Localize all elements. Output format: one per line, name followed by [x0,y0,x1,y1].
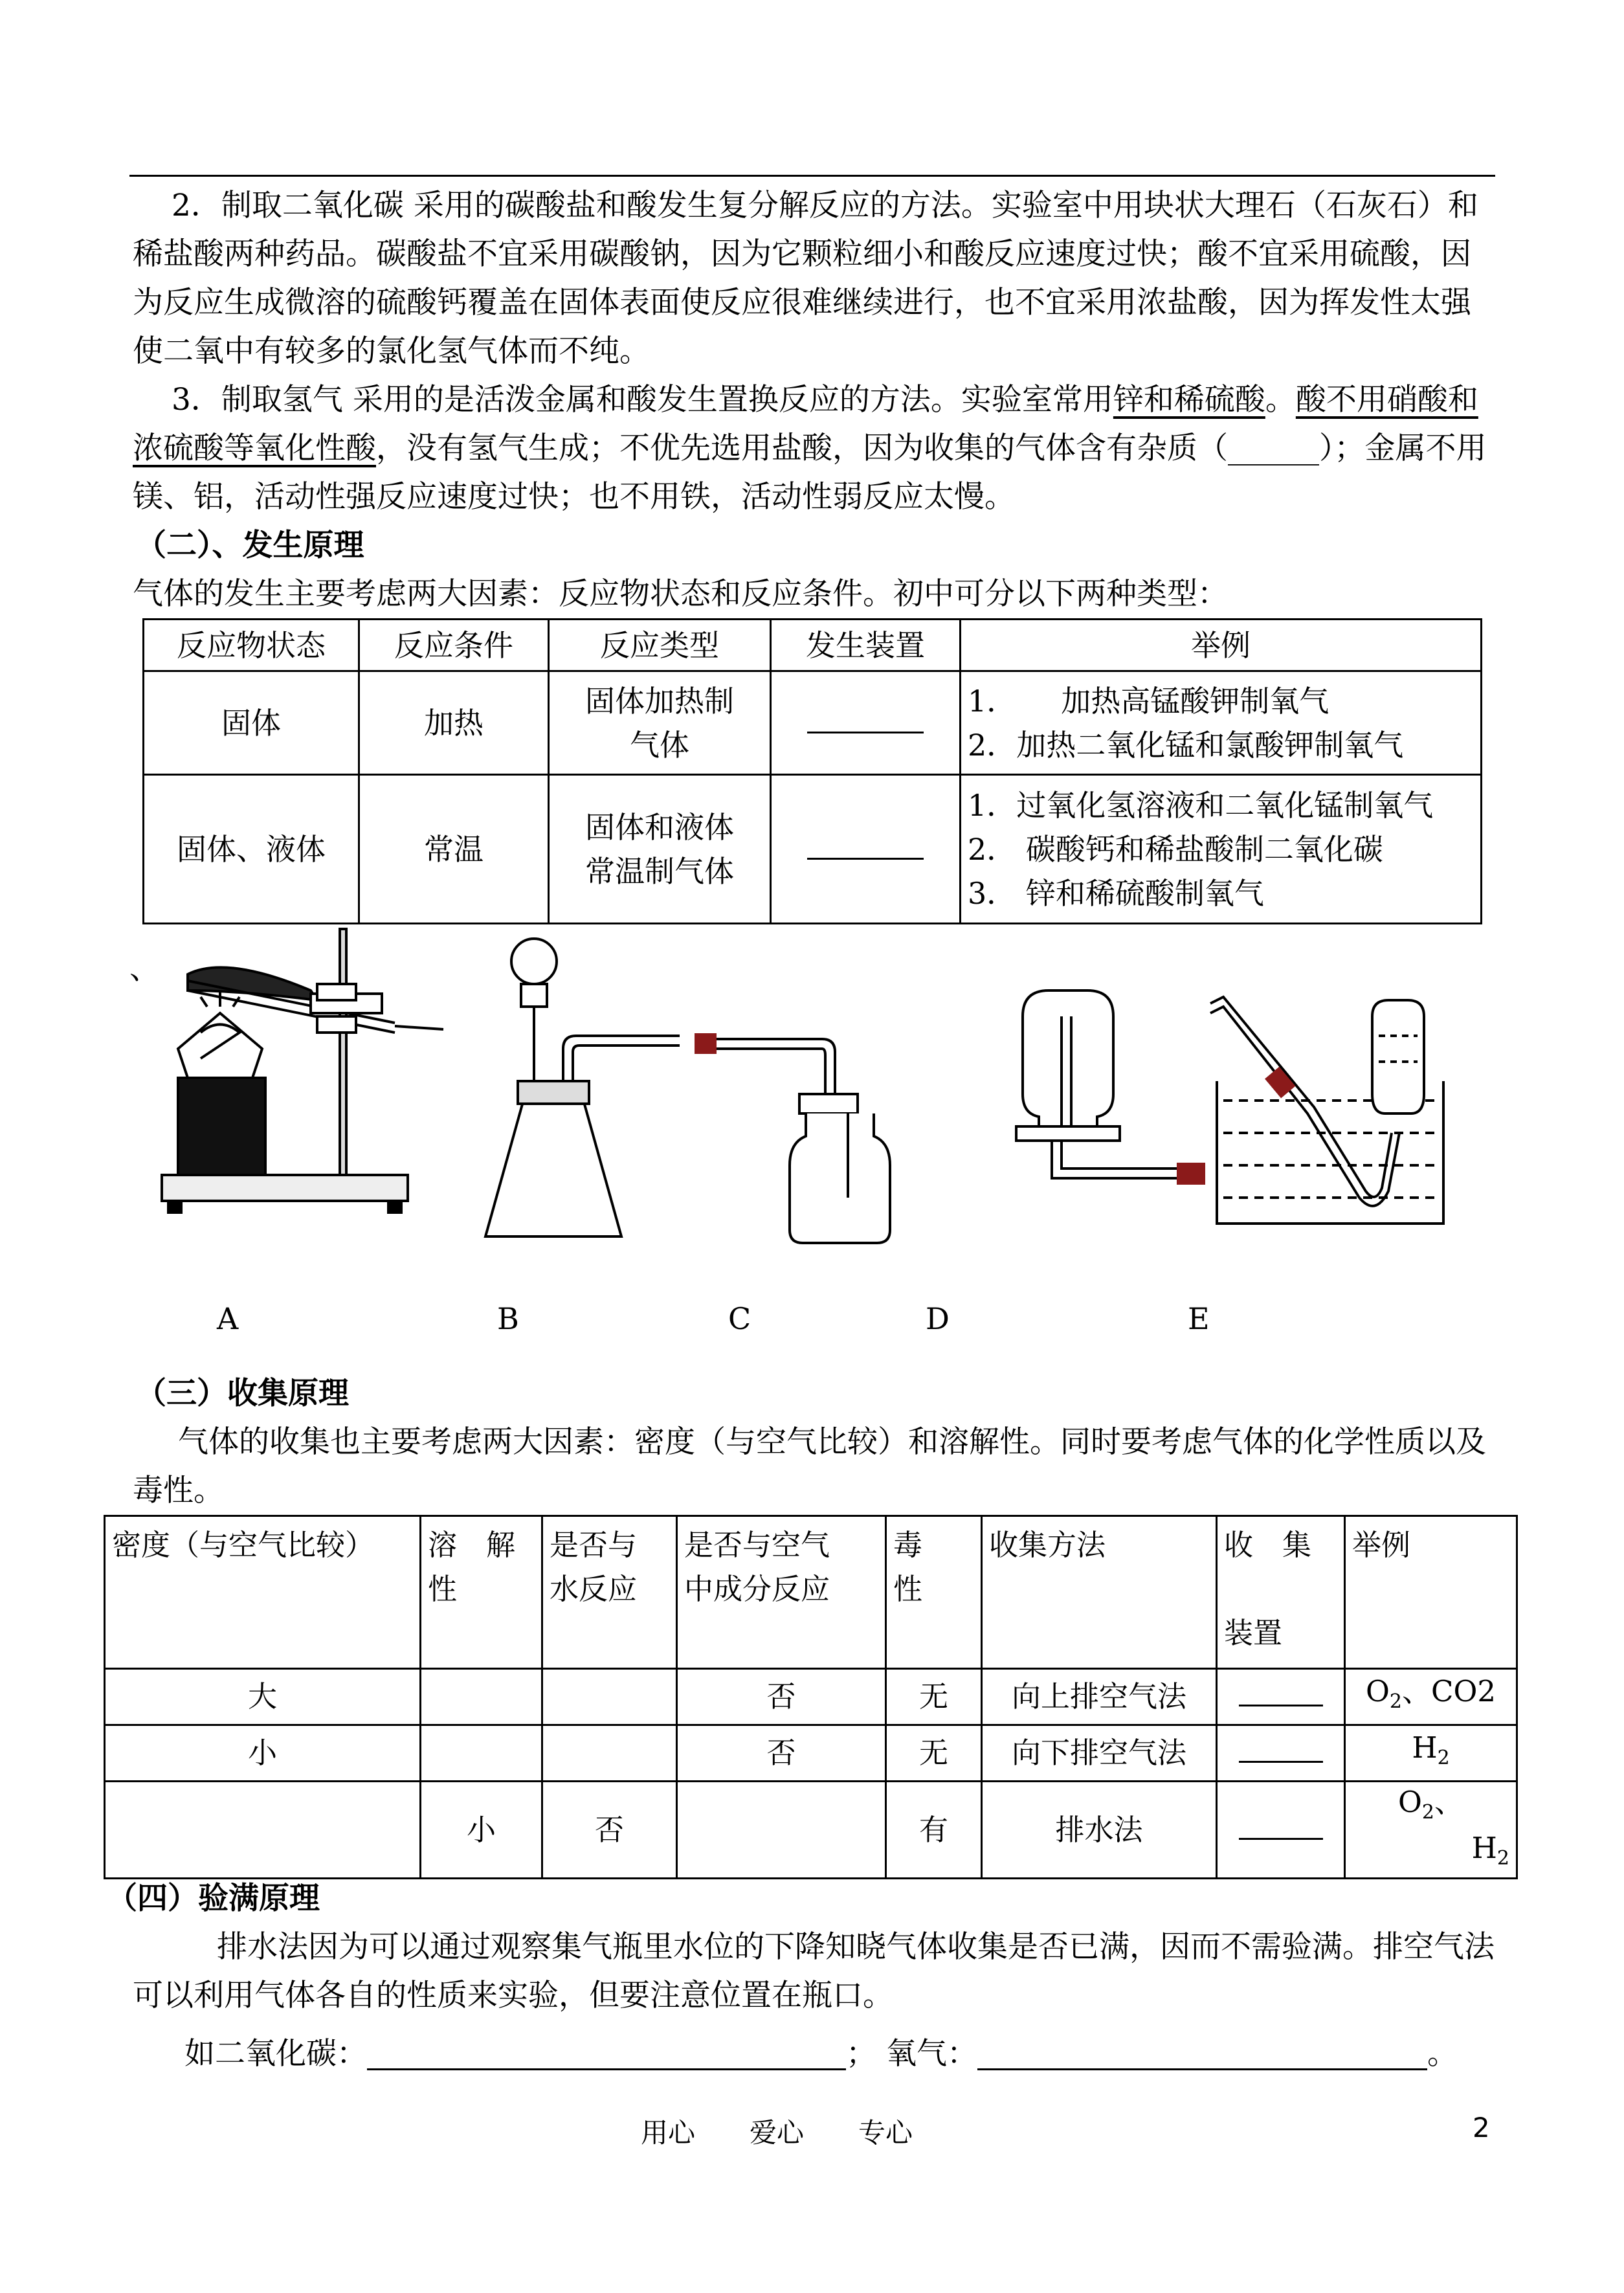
apparatus-d [1016,990,1204,1183]
paragraph-h2: 3．制取氢气 采用的是活泼金属和酸发生置换反应的方法。实验室常用锌和稀硫酸。酸不用硝酸和浓硫酸等氧化性酸，没有氢气生成；不优先选用盐酸，因为收集的气体含有杂质（______）；金属不用镁、铝，活动性强反应速度过快；也不用铁，活动性弱反应太慢。 [133,382,1487,515]
header-rule [129,175,1495,177]
h2-heading: 制取氢气 [221,382,343,418]
collection-table: 密度（与空气比较） 溶 解 性 是否与 水反应 是否与空气 中成分反应 毒 性 收集方法 收 集 装置 举例 大 否 无 向上排空气法 $O_2$、CO2 小 否 无 向下排空气法 $H_2$ 小 否 有 排水法 $O_2$、 $H_2$ [104,1515,1518,1879]
device-blank [771,775,961,924]
generation-intro: 气体的发生主要考虑两大因素：反应物状态和反应条件。初中可分以下两种类型： [133,576,1228,612]
apparatus-a [162,929,443,1213]
apparatus-b [485,939,680,1236]
full-check-intro: 排水法因为可以通过观察集气瓶里水位的下降知晓气体收集是否已满，因而不需验满。排空气法可以利用气体各自的性质来实验，但要注意位置在瓶口。 [133,1929,1495,2013]
figure-label-d: D [926,1301,950,1336]
generation-table: 反应物状态 反应条件 反应类型 发生装置 举例 固体 加热 固体加热制 气体 1． 加热高锰酸钾制氧气 2．加热二氧化锰和氯酸钾制氧气 固体、液体 常温 固体和液体 常温制气体 1．过氧化氢溶液和二氧化锰制氧气 2． 碳酸钙和稀盐酸制二氧化碳 3． 锌和稀硫酸制氧气 [142,618,1482,924]
stray-mark: 、 [129,951,159,986]
collect-device-blank [1217,1725,1345,1782]
apparatus-figure [149,919,1521,1269]
impurity-blank: ______ [1228,431,1319,466]
paragraph-co2: 2．制取二氧化碳 采用的碳酸盐和酸发生复分解反应的方法。实验室中用块状大理石（石灰石）和稀盐酸两种药品。碳酸盐不宜采用碳酸钠，因为它颗粒细小和酸反应速度过快；酸不宜采用硫酸，因为反应生成微溶的硫酸钙覆盖在固体表面使反应很难继续进行，也不宜采用浓盐酸，因为挥发性太强使二氧中有较多的氯化氢气体而不纯。 [133,188,1478,369]
section-title-collection: （三）收集原理 [136,1376,349,1411]
section-title-full-check: （四）验满原理 [107,1881,320,1916]
o2-answer-blank [977,2042,1427,2070]
page-number: 2 [1473,2112,1490,2143]
apparatus-e [1210,997,1443,1224]
figure-label-b: B [497,1301,519,1336]
collect-device-blank [1217,1782,1345,1879]
collection-intro: 气体的收集也主要考虑两大因素：密度（与空气比较）和溶解性。同时要考虑气体的化学性质以及毒性。 [133,1424,1486,1508]
figure-label-c: C [728,1301,751,1336]
gen-header-device: 发生装置 [771,620,961,671]
co2-answer-blank [367,2042,846,2070]
co2-heading: 制取二氧化碳 [221,188,404,223]
gen-header-type: 反应类型 [549,620,771,671]
fill-in-line: 如二氧化碳： ； 氧气： 。 [184,2036,1458,2072]
collect-device-blank [1217,1669,1345,1725]
gen-header-example: 举例 [961,620,1482,671]
gen-header-cond: 反应条件 [359,620,549,671]
gen-header-state: 反应物状态 [144,620,359,671]
figure-label-a: A [217,1301,239,1336]
section-title-generation: （二）、发生原理 [136,528,364,563]
figure-label-e: E [1188,1301,1210,1336]
apparatus-c [696,1035,890,1243]
device-blank [771,671,961,775]
footer-motto: 用心 爱心 专心 [641,2117,913,2149]
